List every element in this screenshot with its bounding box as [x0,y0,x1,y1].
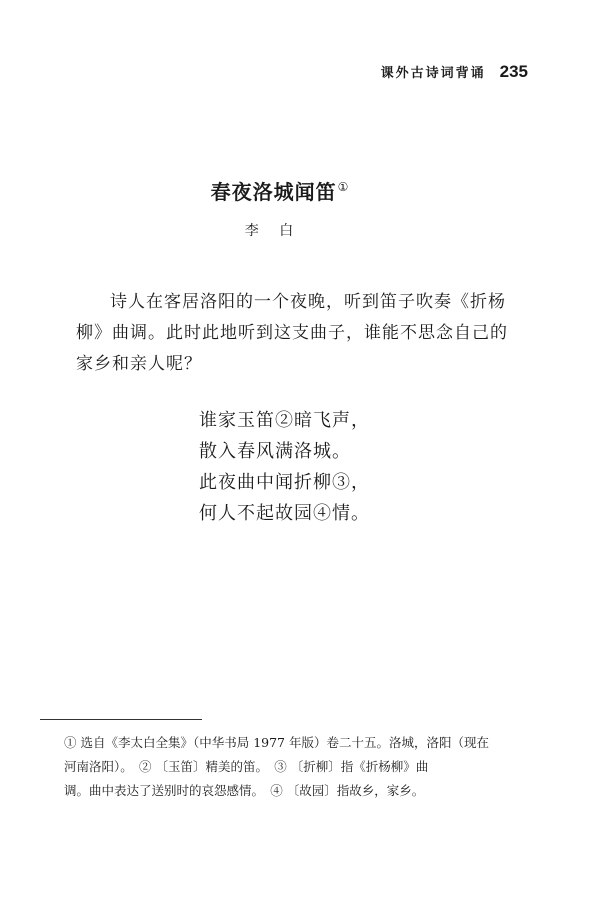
poem-body [199,405,370,529]
poem-title-text: 春夜洛城闻笛 [210,180,337,204]
footnote-line: 调。曲中表达了送别时的哀怨感情。 ④ 〔故园〕指故乡，家乡。 [64,783,425,798]
footnote-line: ① 选自《李太白全集》（中华书局 1977 年版）卷二十五。洛城，洛阳（现在 [64,735,489,750]
title-footnote-mark: ① [337,180,350,194]
poem-line: 谁家玉笛②暗飞声， [199,410,370,431]
poem-title [0,176,560,205]
intro-line: 《折杨柳》曲调。此时此地听到这支曲子，谁能 [76,292,506,343]
page-number: 235 [499,62,528,81]
poem-line: 何人不起故园④情。 [199,503,370,524]
footnotes [64,731,554,803]
poem-line: 此夜曲中闻折柳③， [199,472,370,493]
intro-line: 诗人在客居洛阳的一个夜晚，听到笛子吹奏 [110,292,452,312]
footnote-line: 河南洛阳）。 ② 〔玉笛〕精美的笛。 ③ 〔折柳〕指《折杨柳》曲 [64,759,429,774]
footnote-divider [40,719,202,720]
intro-line: 不思念自己的家乡和亲人呢？ [76,323,508,374]
running-head [381,62,528,82]
poem-author: 李 白 [244,223,302,239]
poem-line: 散入春风满洛城。 [199,441,351,462]
intro-paragraph [76,287,516,380]
section-name: 课外古诗词背诵 [380,66,486,81]
